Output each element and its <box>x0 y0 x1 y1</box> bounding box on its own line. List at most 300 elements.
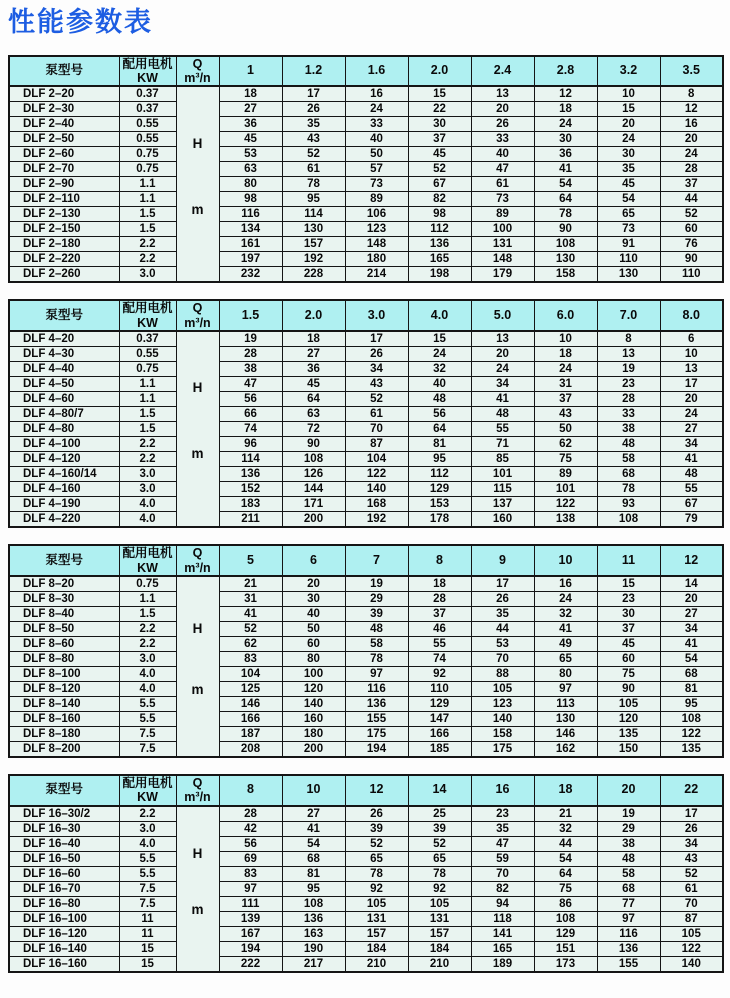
head-value-cell: 108 <box>282 452 345 467</box>
head-value-cell: 52 <box>660 866 723 881</box>
head-value-cell: 83 <box>219 651 282 666</box>
head-value-cell: 41 <box>534 621 597 636</box>
header-flow-value: 5 <box>219 545 282 576</box>
head-value-cell: 35 <box>597 162 660 177</box>
pump-model-cell: DLF 16–50 <box>9 851 119 866</box>
motor-kw-cell: 0.37 <box>119 331 176 347</box>
header-pump-model: 泵型号 <box>9 775 119 806</box>
header-flow-value: 9 <box>471 545 534 576</box>
head-value-cell: 63 <box>282 407 345 422</box>
head-value-cell: 52 <box>219 621 282 636</box>
pump-model-cell: DLF 4–220 <box>9 512 119 528</box>
head-value-cell: 27 <box>660 606 723 621</box>
table-row <box>9 207 723 222</box>
pump-model-cell: DLF 16–30/2 <box>9 806 119 822</box>
pump-model-cell: DLF 2–90 <box>9 177 119 192</box>
head-value-cell: 30 <box>534 132 597 147</box>
head-value-cell: 108 <box>282 896 345 911</box>
head-value-cell: 43 <box>282 132 345 147</box>
motor-kw-cell: 3.0 <box>119 267 176 283</box>
head-value-cell: 75 <box>534 452 597 467</box>
head-value-cell: 139 <box>219 911 282 926</box>
pump-model-cell: DLF 2–40 <box>9 117 119 132</box>
head-value-cell: 79 <box>660 512 723 528</box>
header-row <box>9 300 723 331</box>
head-value-cell: 28 <box>219 347 282 362</box>
motor-kw-cell: 1.5 <box>119 422 176 437</box>
head-value-cell: 140 <box>282 696 345 711</box>
motor-kw-cell: 1.1 <box>119 392 176 407</box>
table-row <box>9 331 723 347</box>
head-value-cell: 38 <box>597 422 660 437</box>
motor-kw-cell: 1.1 <box>119 591 176 606</box>
head-value-cell: 80 <box>282 651 345 666</box>
head-value-cell: 36 <box>219 117 282 132</box>
head-value-cell: 112 <box>408 222 471 237</box>
head-value-cell: 52 <box>345 836 408 851</box>
head-value-cell: 40 <box>471 147 534 162</box>
head-value-cell: 78 <box>597 482 660 497</box>
head-value-cell: 131 <box>471 237 534 252</box>
head-value-cell: 95 <box>282 192 345 207</box>
head-value-cell: 53 <box>219 147 282 162</box>
head-value-cell: 136 <box>219 467 282 482</box>
head-value-cell: 78 <box>345 651 408 666</box>
table-row <box>9 452 723 467</box>
header-motor-kw: 配用电机 KW <box>119 300 176 331</box>
head-value-cell: 80 <box>219 177 282 192</box>
head-value-cell: 12 <box>660 102 723 117</box>
head-value-cell: 57 <box>345 162 408 177</box>
head-value-cell: 24 <box>597 132 660 147</box>
head-value-cell: 165 <box>471 941 534 956</box>
head-value-cell: 24 <box>534 362 597 377</box>
head-value-cell: 183 <box>219 497 282 512</box>
head-value-cell: 35 <box>471 606 534 621</box>
head-value-cell: 97 <box>345 666 408 681</box>
head-value-cell: 24 <box>471 362 534 377</box>
head-value-cell: 8 <box>660 86 723 102</box>
pump-model-cell: DLF 2–70 <box>9 162 119 177</box>
head-value-cell: 120 <box>597 711 660 726</box>
head-value-cell: 98 <box>408 207 471 222</box>
head-value-cell: 28 <box>660 162 723 177</box>
head-value-cell: 108 <box>660 711 723 726</box>
head-value-cell: 136 <box>597 941 660 956</box>
head-value-cell: 130 <box>534 252 597 267</box>
head-value-cell: 58 <box>597 452 660 467</box>
header-flow-value: 8 <box>219 775 282 806</box>
head-value-cell: 39 <box>345 606 408 621</box>
head-value-cell: 16 <box>534 576 597 592</box>
table-row <box>9 437 723 452</box>
head-value-cell: 64 <box>534 192 597 207</box>
head-value-cell: 19 <box>345 576 408 592</box>
motor-kw-cell: 3.0 <box>119 821 176 836</box>
header-flow-value: 6 <box>282 545 345 576</box>
pump-model-cell: DLF 2–220 <box>9 252 119 267</box>
head-value-cell: 73 <box>597 222 660 237</box>
head-value-cell: 108 <box>534 237 597 252</box>
header-flow-q: Q m³/n <box>176 300 219 331</box>
pump-model-cell: DLF 8–200 <box>9 741 119 757</box>
head-value-cell: 35 <box>282 117 345 132</box>
head-value-cell: 180 <box>282 726 345 741</box>
head-value-cell: 105 <box>345 896 408 911</box>
head-value-cell: 52 <box>345 392 408 407</box>
head-value-cell: 26 <box>345 347 408 362</box>
head-value-cell: 17 <box>471 576 534 592</box>
head-value-cell: 151 <box>534 941 597 956</box>
head-value-cell: 114 <box>219 452 282 467</box>
head-value-cell: 68 <box>597 467 660 482</box>
head-value-cell: 62 <box>219 636 282 651</box>
pump-model-cell: DLF 8–50 <box>9 621 119 636</box>
pump-model-cell: DLF 8–20 <box>9 576 119 592</box>
head-value-cell: 70 <box>660 896 723 911</box>
head-value-cell: 20 <box>471 102 534 117</box>
table-row <box>9 866 723 881</box>
head-value-cell: 157 <box>408 926 471 941</box>
header-flow-value: 12 <box>660 545 723 576</box>
head-value-cell: 68 <box>660 666 723 681</box>
head-value-cell: 26 <box>471 591 534 606</box>
head-unit: m <box>191 681 204 697</box>
head-value-cell: 18 <box>534 102 597 117</box>
head-value-cell: 43 <box>660 851 723 866</box>
head-value-cell: 48 <box>471 407 534 422</box>
head-value-cell: 157 <box>282 237 345 252</box>
header-flow-q: Q m³/n <box>176 775 219 806</box>
head-value-cell: 17 <box>345 331 408 347</box>
head-value-cell: 113 <box>534 696 597 711</box>
head-value-cell: 15 <box>408 331 471 347</box>
head-value-cell: 130 <box>534 711 597 726</box>
head-symbol: H <box>192 135 203 151</box>
motor-kw-cell: 1.5 <box>119 606 176 621</box>
head-value-cell: 115 <box>471 482 534 497</box>
head-value-cell: 52 <box>408 836 471 851</box>
head-value-cell: 27 <box>282 806 345 822</box>
head-value-cell: 17 <box>660 377 723 392</box>
head-value-cell: 210 <box>408 956 471 972</box>
header-flow-value: 4.0 <box>408 300 471 331</box>
head-value-cell: 178 <box>408 512 471 528</box>
head-value-cell: 36 <box>282 362 345 377</box>
head-value-cell: 200 <box>282 741 345 757</box>
head-value-cell: 125 <box>219 681 282 696</box>
head-value-cell: 64 <box>408 422 471 437</box>
head-value-cell: 136 <box>408 237 471 252</box>
table-row <box>9 711 723 726</box>
head-value-cell: 49 <box>534 636 597 651</box>
head-value-cell: 73 <box>471 192 534 207</box>
head-value-cell: 34 <box>660 836 723 851</box>
head-value-cell: 38 <box>597 836 660 851</box>
head-value-cell: 189 <box>471 956 534 972</box>
head-value-cell: 24 <box>660 407 723 422</box>
table-row <box>9 192 723 207</box>
head-value-cell: 187 <box>219 726 282 741</box>
head-value-cell: 30 <box>408 117 471 132</box>
head-value-cell: 152 <box>219 482 282 497</box>
head-value-cell: 53 <box>471 636 534 651</box>
head-value-cell: 10 <box>597 86 660 102</box>
page-title: 性能参数表 <box>8 7 153 37</box>
head-value-cell: 65 <box>534 651 597 666</box>
table-row <box>9 606 723 621</box>
head-value-cell: 13 <box>471 86 534 102</box>
motor-kw-cell: 2.2 <box>119 252 176 267</box>
head-value-cell: 32 <box>534 606 597 621</box>
motor-kw-cell: 0.75 <box>119 147 176 162</box>
head-value-cell: 78 <box>408 866 471 881</box>
pump-model-cell: DLF 2–50 <box>9 132 119 147</box>
header-flow-value: 3.5 <box>660 56 723 87</box>
head-value-cell: 26 <box>345 806 408 822</box>
head-value-cell: 228 <box>282 267 345 283</box>
motor-kw-cell: 7.5 <box>119 741 176 757</box>
header-flow-q: Q m³/n <box>176 56 219 87</box>
pump-model-cell: DLF 2–110 <box>9 192 119 207</box>
head-value-cell: 92 <box>345 881 408 896</box>
table-row <box>9 237 723 252</box>
head-value-cell: 135 <box>660 741 723 757</box>
table-row <box>9 651 723 666</box>
head-value-cell: 100 <box>471 222 534 237</box>
head-value-cell: 90 <box>660 252 723 267</box>
head-value-cell: 28 <box>597 392 660 407</box>
head-value-cell: 95 <box>408 452 471 467</box>
head-unit: m <box>191 201 204 217</box>
table-row <box>9 636 723 651</box>
head-value-cell: 54 <box>597 192 660 207</box>
head-value-cell: 146 <box>534 726 597 741</box>
header-flow-value: 14 <box>408 775 471 806</box>
head-value-cell: 158 <box>534 267 597 283</box>
head-value-cell: 63 <box>219 162 282 177</box>
head-value-cell: 20 <box>471 347 534 362</box>
head-value-cell: 179 <box>471 267 534 283</box>
head-value-cell: 110 <box>597 252 660 267</box>
head-value-cell: 66 <box>219 407 282 422</box>
head-value-cell: 100 <box>282 666 345 681</box>
head-value-cell: 58 <box>345 636 408 651</box>
head-value-cell: 54 <box>534 851 597 866</box>
head-value-cell: 198 <box>408 267 471 283</box>
head-value-cell: 92 <box>408 666 471 681</box>
head-value-cell: 78 <box>282 177 345 192</box>
pump-model-cell: DLF 16–60 <box>9 866 119 881</box>
head-symbol: H <box>192 380 203 396</box>
head-value-cell: 120 <box>282 681 345 696</box>
head-value-cell: 29 <box>345 591 408 606</box>
motor-kw-cell: 7.5 <box>119 896 176 911</box>
table-row <box>9 681 723 696</box>
head-value-cell: 12 <box>534 86 597 102</box>
table-row <box>9 512 723 528</box>
header-row <box>9 56 723 87</box>
head-value-cell: 116 <box>597 926 660 941</box>
head-value-cell: 116 <box>219 207 282 222</box>
head-value-cell: 86 <box>534 896 597 911</box>
head-value-cell: 88 <box>471 666 534 681</box>
head-value-cell: 95 <box>282 881 345 896</box>
pump-model-cell: DLF 4–100 <box>9 437 119 452</box>
head-value-cell: 105 <box>660 926 723 941</box>
head-value-cell: 26 <box>660 821 723 836</box>
motor-kw-cell: 1.1 <box>119 377 176 392</box>
motor-kw-cell: 1.5 <box>119 407 176 422</box>
head-value-cell: 68 <box>597 881 660 896</box>
head-value-cell: 78 <box>534 207 597 222</box>
header-row <box>9 775 723 806</box>
pump-model-cell: DLF 4–80 <box>9 422 119 437</box>
head-value-cell: 70 <box>471 651 534 666</box>
performance-table-dlf-8-series <box>8 544 724 758</box>
head-value-cell: 184 <box>345 941 408 956</box>
head-value-cell: 28 <box>219 806 282 822</box>
head-value-cell: 160 <box>471 512 534 528</box>
head-value-cell: 73 <box>345 177 408 192</box>
pump-model-cell: DLF 16–70 <box>9 881 119 896</box>
head-value-cell: 18 <box>282 331 345 347</box>
head-value-cell: 50 <box>345 147 408 162</box>
head-value-cell: 104 <box>219 666 282 681</box>
head-value-cell: 65 <box>345 851 408 866</box>
pump-model-cell: DLF 8–80 <box>9 651 119 666</box>
head-value-cell: 15 <box>408 86 471 102</box>
head-value-cell: 40 <box>408 377 471 392</box>
head-value-cell: 31 <box>219 591 282 606</box>
head-value-cell: 89 <box>534 467 597 482</box>
head-value-cell: 32 <box>408 362 471 377</box>
pump-model-cell: DLF 4–60 <box>9 392 119 407</box>
head-value-cell: 45 <box>597 177 660 192</box>
pump-model-cell: DLF 16–100 <box>9 911 119 926</box>
head-unit-cell <box>176 86 219 282</box>
head-value-cell: 74 <box>408 651 471 666</box>
head-value-cell: 60 <box>597 651 660 666</box>
header-flow-value: 20 <box>597 775 660 806</box>
pump-model-cell: DLF 4–40 <box>9 362 119 377</box>
head-value-cell: 37 <box>660 177 723 192</box>
head-value-cell: 94 <box>471 896 534 911</box>
head-value-cell: 48 <box>597 437 660 452</box>
head-value-cell: 37 <box>408 132 471 147</box>
head-value-cell: 232 <box>219 267 282 283</box>
head-value-cell: 147 <box>408 711 471 726</box>
head-value-cell: 81 <box>408 437 471 452</box>
head-value-cell: 33 <box>597 407 660 422</box>
performance-table-dlf-2-series <box>8 55 724 284</box>
head-value-cell: 210 <box>345 956 408 972</box>
head-value-cell: 39 <box>345 821 408 836</box>
head-value-cell: 16 <box>345 86 408 102</box>
head-value-cell: 87 <box>345 437 408 452</box>
head-value-cell: 155 <box>345 711 408 726</box>
head-value-cell: 141 <box>471 926 534 941</box>
head-value-cell: 61 <box>282 162 345 177</box>
motor-kw-cell: 2.2 <box>119 621 176 636</box>
head-value-cell: 6 <box>660 331 723 347</box>
head-value-cell: 126 <box>282 467 345 482</box>
head-value-cell: 158 <box>471 726 534 741</box>
header-flow-value: 2.0 <box>282 300 345 331</box>
head-value-cell: 83 <box>219 866 282 881</box>
pump-model-cell: DLF 4–30 <box>9 347 119 362</box>
motor-kw-cell: 15 <box>119 956 176 972</box>
head-value-cell: 138 <box>534 512 597 528</box>
head-value-cell: 33 <box>471 132 534 147</box>
table-row <box>9 821 723 836</box>
head-value-cell: 122 <box>345 467 408 482</box>
head-value-cell: 146 <box>219 696 282 711</box>
head-unit-cell <box>176 576 219 757</box>
motor-kw-cell: 3.0 <box>119 482 176 497</box>
head-value-cell: 105 <box>597 696 660 711</box>
head-value-cell: 101 <box>471 467 534 482</box>
header-pump-model: 泵型号 <box>9 545 119 576</box>
table-row <box>9 347 723 362</box>
motor-kw-cell: 5.5 <box>119 866 176 881</box>
head-symbol: H <box>192 620 203 636</box>
pump-model-cell: DLF 2–30 <box>9 102 119 117</box>
head-value-cell: 56 <box>219 836 282 851</box>
table-row <box>9 362 723 377</box>
motor-kw-cell: 1.5 <box>119 207 176 222</box>
motor-kw-cell: 0.55 <box>119 132 176 147</box>
head-value-cell: 50 <box>534 422 597 437</box>
head-value-cell: 78 <box>345 866 408 881</box>
header-flow-value: 11 <box>597 545 660 576</box>
header-flow-q: Q m³/n <box>176 545 219 576</box>
head-value-cell: 75 <box>534 881 597 896</box>
pump-model-cell: DLF 4–80/7 <box>9 407 119 422</box>
head-unit: m <box>191 902 204 917</box>
motor-kw-cell: 3.0 <box>119 651 176 666</box>
motor-kw-cell: 4.0 <box>119 666 176 681</box>
head-value-cell: 64 <box>534 866 597 881</box>
head-value-cell: 148 <box>471 252 534 267</box>
head-value-cell: 43 <box>534 407 597 422</box>
head-value-cell: 166 <box>219 711 282 726</box>
table-row <box>9 252 723 267</box>
head-value-cell: 26 <box>471 117 534 132</box>
table-row <box>9 726 723 741</box>
head-value-cell: 19 <box>219 331 282 347</box>
table-row <box>9 836 723 851</box>
header-motor-kw: 配用电机 KW <box>119 56 176 87</box>
table-row <box>9 956 723 972</box>
head-value-cell: 135 <box>597 726 660 741</box>
table-row <box>9 102 723 117</box>
head-value-cell: 192 <box>282 252 345 267</box>
head-unit: m <box>191 446 204 462</box>
head-value-cell: 48 <box>597 851 660 866</box>
head-value-cell: 41 <box>660 636 723 651</box>
head-value-cell: 208 <box>219 741 282 757</box>
head-value-cell: 190 <box>282 941 345 956</box>
head-value-cell: 35 <box>471 821 534 836</box>
performance-table-dlf-16-series <box>8 774 724 973</box>
head-value-cell: 68 <box>282 851 345 866</box>
head-value-cell: 61 <box>345 407 408 422</box>
head-value-cell: 24 <box>408 347 471 362</box>
motor-kw-cell: 0.55 <box>119 347 176 362</box>
head-value-cell: 46 <box>408 621 471 636</box>
head-value-cell: 98 <box>219 192 282 207</box>
